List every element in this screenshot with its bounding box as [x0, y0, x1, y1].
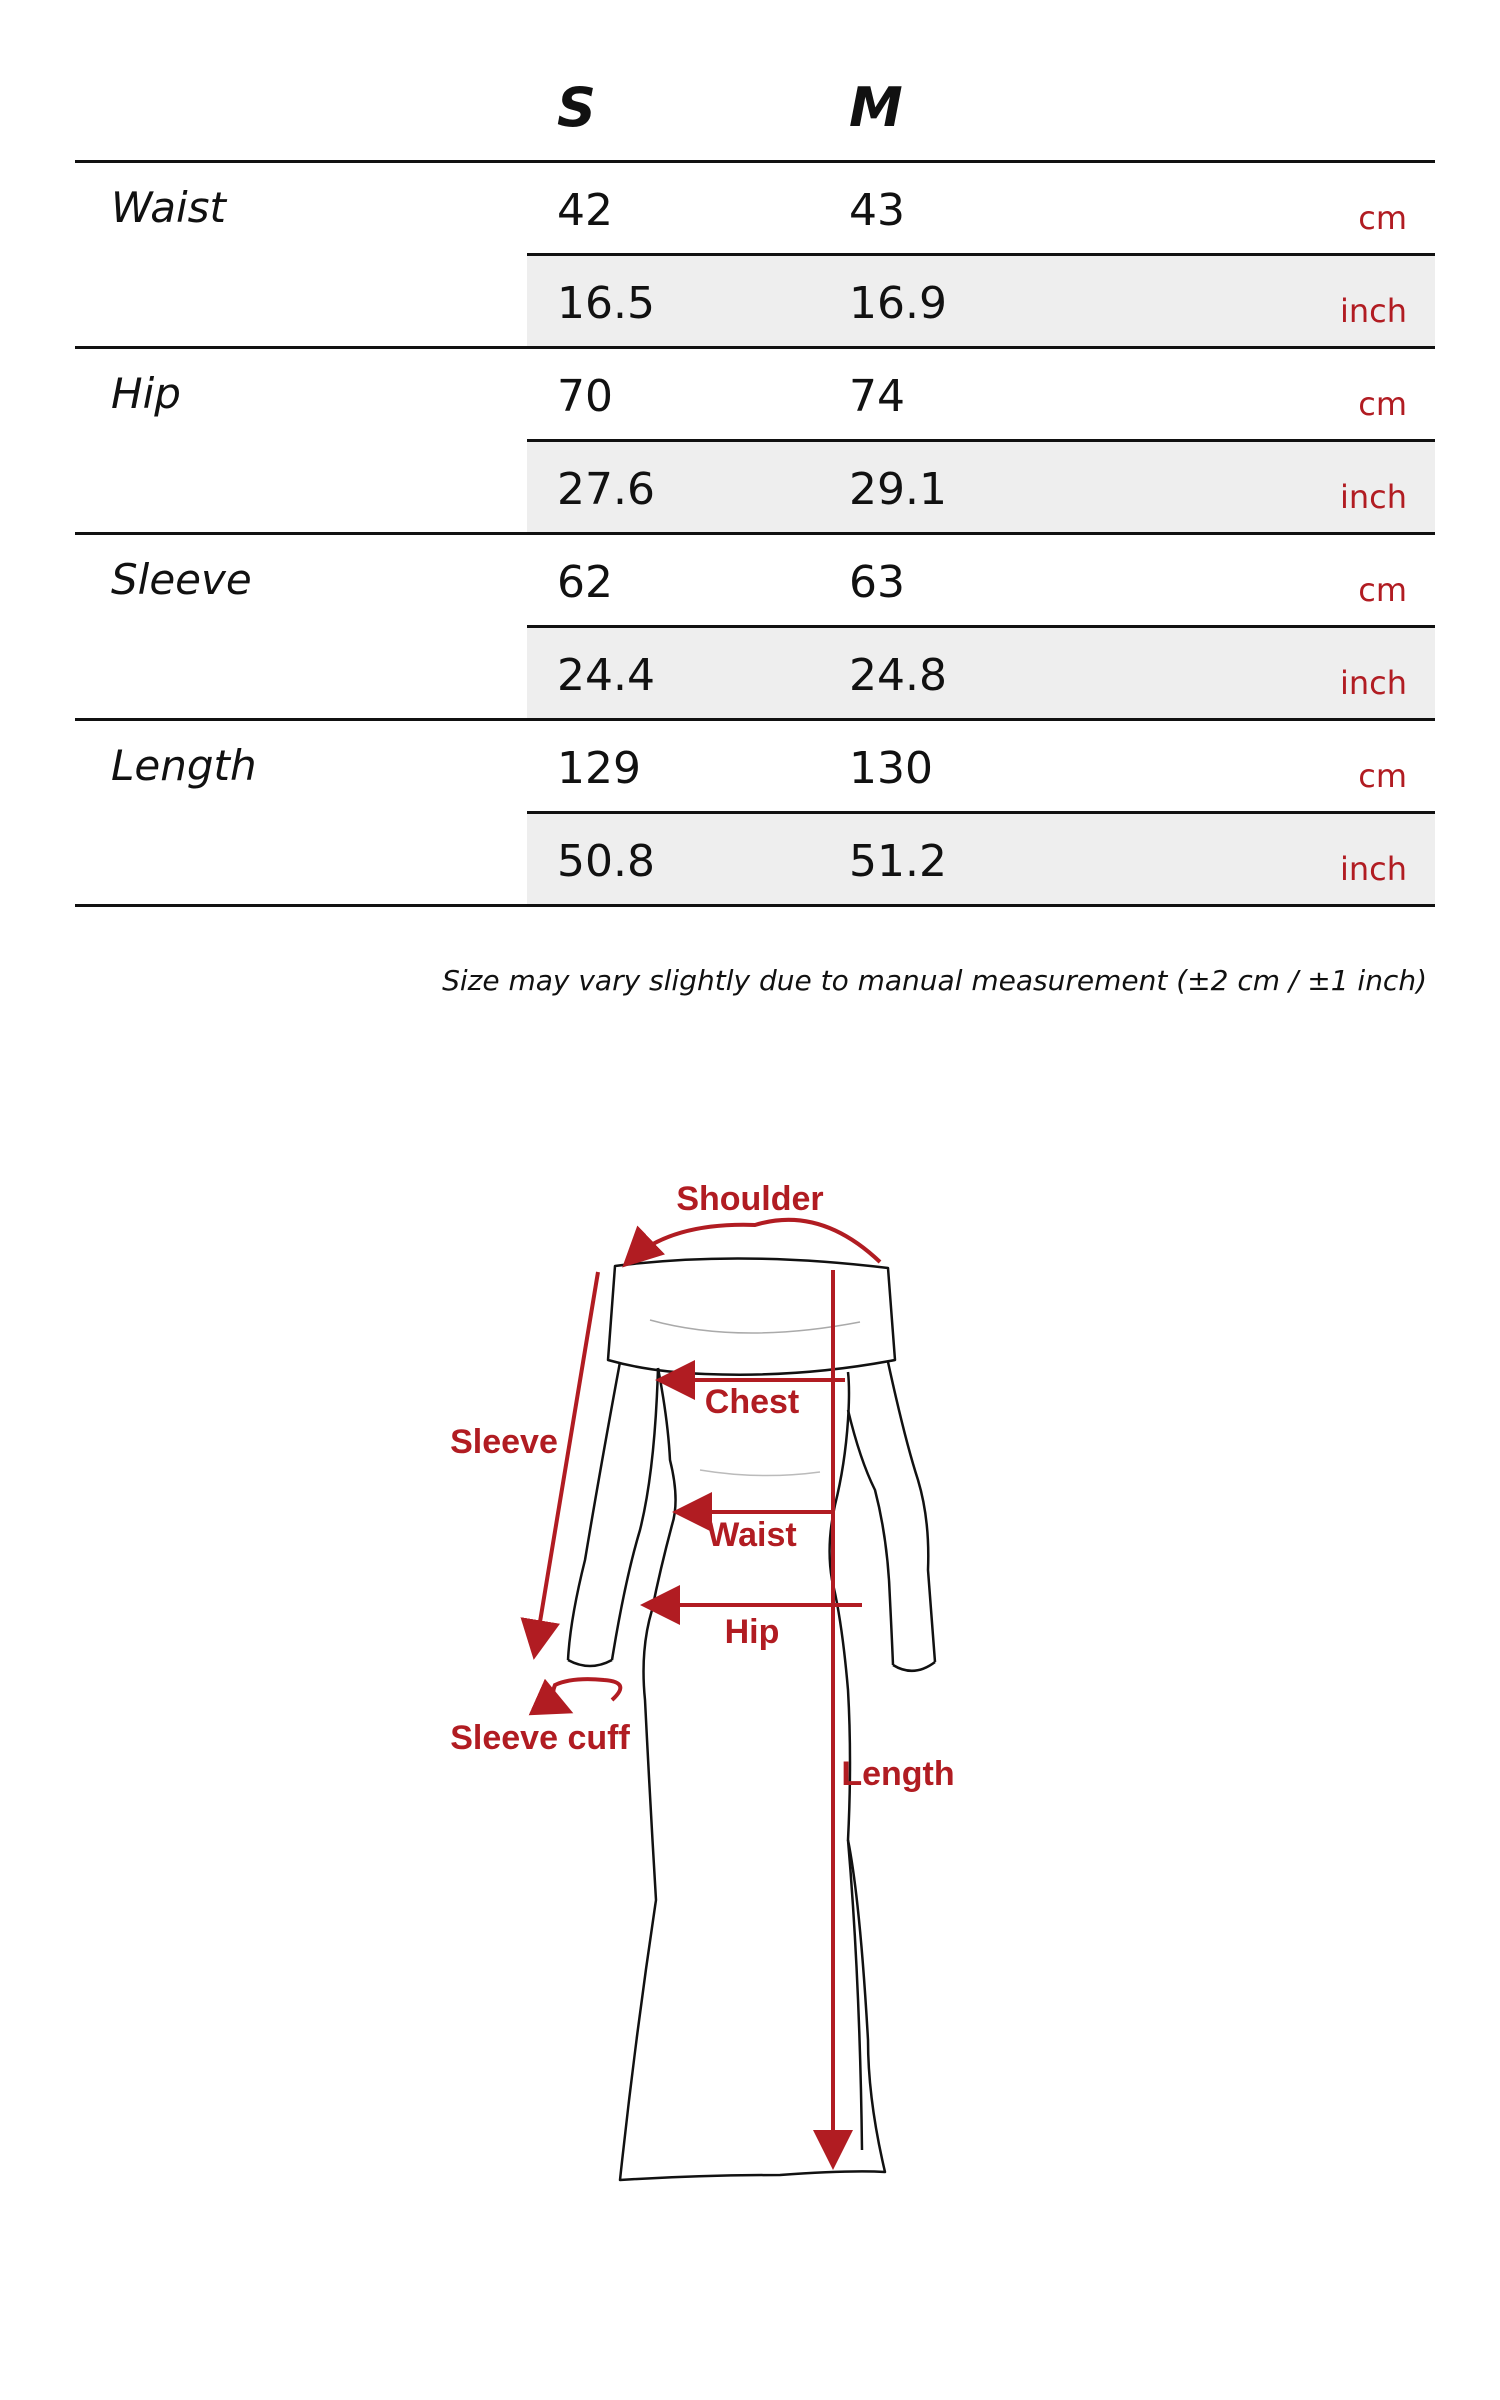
left-cuff: [568, 1660, 612, 1666]
value-s-inch: 16.5: [557, 278, 655, 329]
unit-cm-label: cm: [1358, 199, 1407, 237]
sleeve-cuff-arrow: [553, 1679, 620, 1710]
left-sleeve: [568, 1362, 658, 1660]
value-s-inch: 50.8: [557, 836, 655, 887]
right-sleeve: [848, 1362, 935, 1665]
label-shoulder: Shoulder: [676, 1180, 824, 1218]
value-m-cm: 74: [849, 371, 905, 422]
unit-cm-label: cm: [1358, 571, 1407, 609]
unit-cm-label: cm: [1358, 385, 1407, 423]
value-s-cm: 129: [557, 743, 641, 794]
measurement-name: Length: [111, 741, 257, 790]
unit-inch-label: inch: [1339, 664, 1407, 702]
label-length: Length: [841, 1755, 955, 1793]
value-m-cm: 130: [849, 743, 933, 794]
value-m-cm: 63: [849, 557, 905, 608]
value-s-cm: 42: [557, 185, 613, 236]
size-s-header: S: [557, 76, 596, 139]
unit-inch-label: inch: [1339, 292, 1407, 330]
label-chest: Chest: [704, 1383, 800, 1421]
value-m-inch: 24.8: [849, 650, 947, 701]
label-sleeve: Sleeve: [450, 1423, 558, 1461]
unit-inch-label: inch: [1339, 478, 1407, 516]
value-s-cm: 70: [557, 371, 613, 422]
value-m-cm: 43: [849, 185, 905, 236]
measurement-name: Waist: [111, 183, 226, 232]
value-m-inch: 51.2: [849, 836, 947, 887]
collar-band: [608, 1258, 895, 1374]
size-m-header: M: [849, 76, 903, 139]
label-hip: Hip: [724, 1613, 780, 1651]
unit-inch-label: inch: [1339, 850, 1407, 888]
label-waist: Waist: [707, 1516, 797, 1554]
measurement-note: Size may vary slightly due to manual measurement (±2 cm / ±1 inch): [442, 964, 1427, 997]
shoulder-arrow: [628, 1220, 880, 1262]
value-m-inch: 29.1: [849, 464, 947, 515]
value-s-inch: 24.4: [557, 650, 655, 701]
value-s-inch: 27.6: [557, 464, 655, 515]
value-m-inch: 16.9: [849, 278, 947, 329]
label-sleeve-cuff: Sleeve cuff: [450, 1719, 630, 1757]
measurement-name: Sleeve: [111, 555, 252, 604]
measurement-name: Hip: [111, 369, 181, 418]
right-cuff: [893, 1662, 935, 1671]
unit-cm-label: cm: [1358, 757, 1407, 795]
value-s-cm: 62: [557, 557, 613, 608]
fabric-fold: [700, 1470, 820, 1476]
sleeve-arrow: [535, 1272, 598, 1652]
